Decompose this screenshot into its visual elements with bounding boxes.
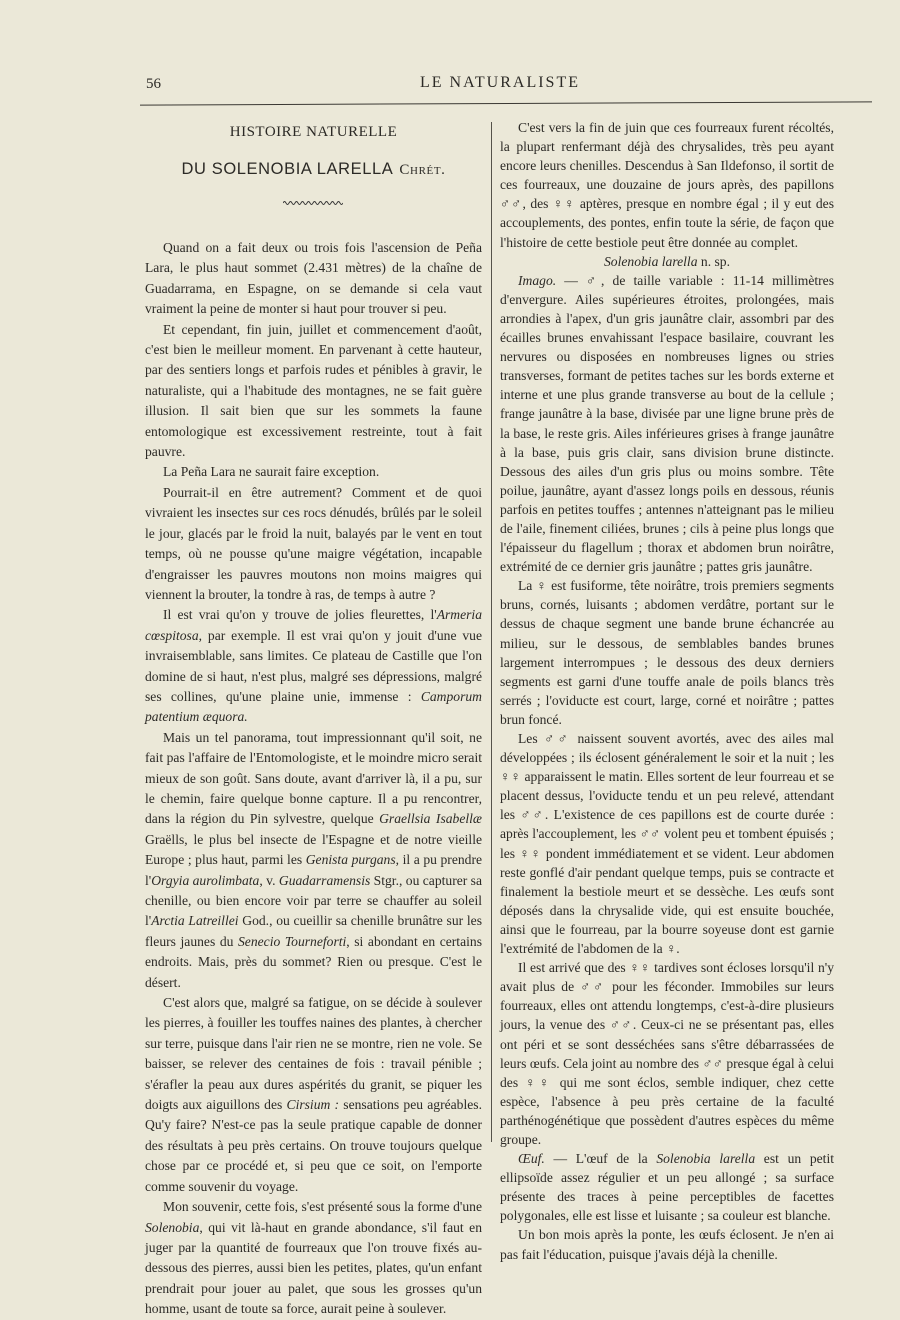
text-run: God., ou cueillir sa chenille brunâtre sur les fleurs jaunes du	[145, 913, 482, 949]
paragraph	[500, 271, 834, 577]
italic-text: Solenobia larella	[656, 1151, 756, 1167]
article-title-line1: HISTOIRE NATURELLE	[229, 124, 398, 140]
text-run: La Peña Lara ne saurait faire exception.	[163, 464, 380, 480]
italic-text: Cirsium :	[286, 1097, 340, 1113]
article-title-line2	[145, 160, 482, 179]
paragraph	[145, 993, 482, 1197]
column-rule	[491, 122, 492, 1142]
text-run: C'est vers la fin de juin que ces fourreaux furent récoltés, la plupart renfermant déjà des chrysalides, très peu ayant encore leurs chenilles. Descendus à San Ildefonso, il sortit de ces fourreaux, une douzaine de jours après, des papillons ♂♂, des ♀♀ aptères, presque en nombre égal ; il y eut des accouplements, des pontes, enfin toute la série, de façon que l'histoire de cette bestiole peut être donnée au complet.	[500, 120, 834, 250]
italic-text: Armeria cœspitosa	[145, 607, 482, 643]
header-rule	[140, 101, 872, 105]
text-run: , v.	[259, 872, 279, 888]
text-run: Il est vrai qu'on y trouve de jolies fleurettes, l'	[163, 607, 437, 623]
italic-text: Senecio Tourneforti	[238, 933, 347, 949]
paragraph	[500, 118, 834, 252]
text-run: Et cependant, fin juin, juillet et commencement d'août, c'est bien le meilleur moment. En parvenant à cette hauteur, par des sentiers longs et parfois rudes et pénibles à gravir, le naturaliste, qui a l'habitude des montagnes, ne se fait guère illusion. Il sait bien que sur les sommets la faune entomologique est excessivement restreinte, tout à fait pauvre.	[145, 321, 482, 460]
text-run: C'est alors que, malgré sa fatigue, on se décide à soulever les pierres, à fouiller les touffes naines des plantes, à chercher sur terre, puisque dans l'air rien ne se montre, rien ne vole. Se baisser, se relever des centaines de fois : travail pénible ; s'érafler la peau aux dures aspérités du granit, se piquer les doigts aux aiguillons des	[145, 995, 482, 1113]
text-run: Il est arrivé que des ♀♀ tardives sont écloses lorsqu'il n'y avait plus de ♂♂ pour les féconder. Immobiles sur leurs fourreaux, elles ont attendu longtemps, c'est-à-dire plusieurs jours, la venue des ♂♂. Ceux-ci ne se présentant pas, elles ont péri et se sont desséchées sans s'être débarrassées de leurs œufs. Cela joint au nombre des ♂♂ presque égal à celui des ♀♀ qui me sont éclos, semble indiquer, chez cette espèce, l'absence à peu près certaine de la faculté parthénogénétique que possèdent d'autres espèces du même groupe.	[500, 960, 834, 1147]
text-run: Un bon mois après la ponte, les œufs éclosent. Je n'en ai pas fait l'éducation, puisque j'avais déjà la chenille.	[500, 1227, 834, 1262]
paragraph	[500, 958, 834, 1149]
page-number: 56	[146, 76, 161, 92]
text-run: — L'œuf de la	[544, 1151, 657, 1167]
paragraph	[145, 605, 482, 727]
paragraph	[145, 483, 482, 605]
text-run: , il a pu prendre l'	[145, 852, 483, 888]
text-run: sensations peu agréables. Qu'y faire? N'est-ce pas la seule pratique capable de donner des résultats à peu près certains. On trouve toujours quelque chose par ce procédé et, si peu que ce soit, on l'emporte comme souvenir du voyage.	[145, 1097, 482, 1194]
running-head: LE NATURALISTE	[420, 74, 580, 91]
paragraph	[145, 238, 482, 320]
italic-text: Arctia Latreillei	[151, 913, 239, 929]
text-run: Mon souvenir, cette fois, s'est présenté sous la forme d'une	[163, 1199, 482, 1215]
text-run: n. sp.	[697, 253, 730, 269]
text-run: , qui vit là-haut en grande abondance, s'il faut en juger par la quantité de fourreaux que l'on trouve fixés au-dessous des pierres, aussi bien les petites, plates, qu'un enfant prendrait pour jouer au palet, que sous les grosses qu'un homme, usant de toute sa force, aurait peine à soulever.	[145, 1219, 482, 1317]
text-run: Quand on a fait deux ou trois fois l'ascension de Peña Lara, le plus haut sommet (2.431 mètres) de la chaîne de Guadarrama, en Espagne, on se demande si cela vaut vraiment la peine de monter si haut pour trouver si peu.	[145, 240, 482, 317]
paragraph	[145, 1197, 482, 1319]
italic-text: Imago.	[518, 272, 557, 288]
italic-text: Orgyia aurolimbata	[151, 872, 260, 888]
text-run: , si abondant en certains endroits. Mais, près du sommet? Rien ou presque. C'est le désert.	[145, 933, 482, 990]
paragraph	[145, 462, 482, 482]
text-run: Les ♂♂ naissent souvent avortés, avec des ailes mal développées ; ils éclosent généralement le soir et la nuit ; les ♀♀ apparaissent le matin. Elles sortent de leur fourreau et se placent dessus, l'oviducte tendu et un peu relevé, attendant les ♂♂. L'existence de ces papillons est de courte durée : après l'accouplement, les ♂♂ volent peu et tombent épuisés ; les ♀♀ pondent immédiatement et se vident. Leur abdomen reste gonflé d'air pendant quelque temps, puis se contracte et finalement la bestiole meurt et se dessèche. Les œufs sont déposés dans la chrysalide vide, qui est ensuite bouchée, ainsi que le fourreau, par la bourre soyeuse dont est garnie l'extrémité de l'abdomen de la ♀.	[500, 731, 834, 957]
italic-text: Solenobia	[145, 1219, 200, 1235]
italic-text: Graellsia Isabellæ	[379, 811, 482, 827]
italic-text: Solenobia larella	[604, 253, 698, 269]
italic-text: Genista purgans	[305, 852, 396, 868]
text-run: , par exemple. Il est vrai qu'on y jouit d'une vue invraisemblable, sans limites. Ce plateau de Castille que l'on domine de si haut, n'est plus, malgré ses dépressions, malgré ses collines, qu'une plaine unie, immense :	[145, 627, 482, 704]
paragraph	[145, 728, 482, 993]
text-run: est un petit ellipsoïde assez régulier et un peu allongé ; sa surface présente des traces à peine perceptibles de facettes polygonales, elle est lisse et luisante ; sa couleur est blanche.	[500, 1151, 835, 1224]
left-column	[145, 238, 482, 1320]
paragraph	[500, 576, 834, 729]
italic-text: Guadarramensis	[278, 872, 371, 888]
paragraph	[500, 252, 834, 271]
italic-text: Œuf.	[518, 1151, 545, 1167]
title-ornament	[283, 200, 343, 206]
text-run: La ♀ est fusiforme, tête noirâtre, trois premiers segments bruns, cornés, luisants ; abdomen verdâtre, portant sur le dessus de chaque segment une bande brune échancrée au milieu, sur le dessous, de semblables bandes brunes largement interrompues ; le dessous des deux derniers segments est garni d'une touffe anale de poils blancs très serrés ; l'oviducte est court, large, corné et noirâtre ; pattes brun foncé.	[500, 578, 834, 727]
text-run: Pourrait-il en être autrement? Comment et de quoi vivraient les insectes sur ces rocs dénudés, brûlés par le soleil le jour, glacés par le froid la nuit, balayés par le vent en tout temps, où ne pousse qu'une maigre végétation, incapable d'engraisser les pauvres moutons non moins maigres qui viennent la brouter, la tondre à ras, de temps à autre ?	[145, 484, 482, 602]
paragraph	[500, 729, 834, 958]
text-run: Mais un tel panorama, tout impressionnant qu'il soit, ne fait pas l'affaire de l'Entomologiste, et le moindre micro serait mieux de son goût. Sans doute, avant d'arriver là, il a pu, sur le chemin, faire quelque bonne capture. Il a pu rencontrer, dans la région du Pin sylvestre, quelque	[145, 729, 482, 827]
right-column	[500, 118, 834, 1264]
text-run: Graëlls, le plus bel insecte de l'Espagne et de notre vieille Europe ; plus haut, parmi les	[145, 831, 482, 868]
text-run: — ♂, de taille variable : 11-14 millimètres d'envergure. Ailes supérieures étroites, prolongées, mais arrondies à l'apex, d'un gris jaunâtre clair, assombri par des écailles brunes envahissant l'espace basilaire, couvrant les nervures ou disposées en nombreuses lignes ou stries transverses, formant de petites taches sur les bords externe et interne et une plus grande transverse au bout de la cellule ; frange jaunâtre à la base, divisée par une ligne brune près de la base, le reste gris. Ailes inférieures grises à frange jaunâtre à la base, puis gris clair, sans division brune distincte. Dessous des ailes d'un gris plus ou moins sombre. Tête poilue, jaunâtre, ayant d'assez longs poils en dessous, réunis parfois en petites touffes ; antennes n'atteignant pas le milieu de l'aile, finement ciliées, brunes ; cils à peine plus longs que l'épaisseur du flagellum ; thorax et abdomen brun noirâtre, extrémité de ce dernier gris jaunâtre ; pattes gris jaunâtre.	[500, 272, 834, 575]
paragraph	[500, 1225, 834, 1263]
paragraph	[145, 320, 482, 463]
article-author: Chrét.	[399, 162, 446, 178]
article-title-species: DU SOLENOBIA LARELLA	[181, 160, 394, 178]
text-run: Stgr., ou capturer sa chenille, ou bien encore voir par terre se chauffer au soleil l'	[145, 872, 483, 929]
paragraph	[500, 1149, 834, 1225]
italic-text: Camporum patentium æquora.	[145, 688, 482, 725]
